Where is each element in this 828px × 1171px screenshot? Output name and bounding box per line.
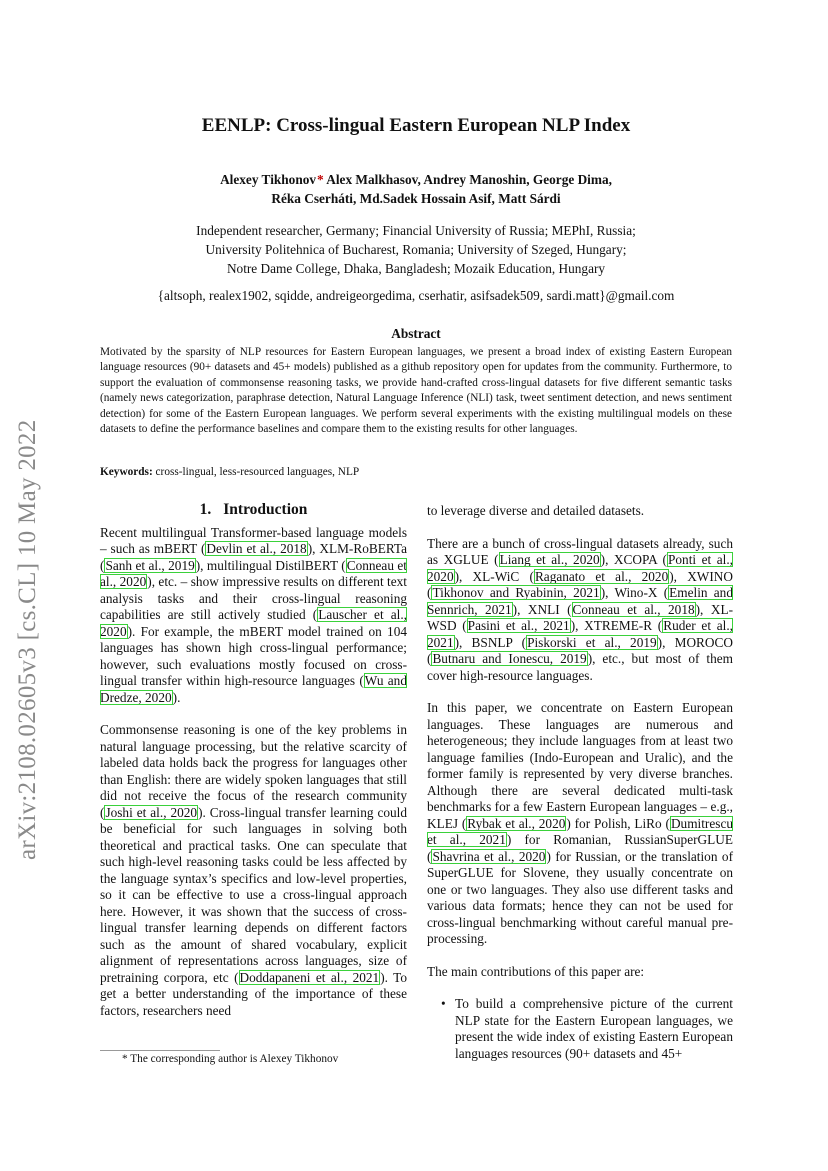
citation-link[interactable]: Butnaru and Ionescu, 2019 bbox=[432, 651, 587, 666]
citation-link[interactable]: Doddapaneni et al., 2021 bbox=[239, 969, 380, 985]
citation-link[interactable]: Conneau et al., 2018 bbox=[572, 601, 695, 617]
corresponding-author-mark: * bbox=[317, 172, 324, 187]
footnote: * The corresponding author is Alexey Tikhonov bbox=[122, 1053, 339, 1065]
section-title: Introduction bbox=[223, 501, 308, 518]
citation-link[interactable]: Dumitrescu et al., 2021 bbox=[427, 815, 733, 847]
affiliation-line: Notre Dame College, Dhaka, Bangladesh; Mozaik Education, Hungary bbox=[226, 261, 606, 276]
footnote-divider bbox=[100, 1050, 220, 1051]
citation-link[interactable]: Ponti et al., 2020 bbox=[427, 552, 733, 584]
citation-link[interactable]: Joshi et al., 2020 bbox=[105, 804, 198, 820]
section-number: 1. bbox=[199, 501, 212, 518]
citation-link[interactable]: Wu and Dredze, 2020 bbox=[100, 673, 407, 705]
citation-link[interactable]: Piskorski et al., 2019 bbox=[527, 634, 657, 650]
citation-link[interactable]: Tikhonov and Ryabinin, 2021 bbox=[432, 585, 600, 600]
citation-link[interactable]: Pasini et al., 2021 bbox=[467, 618, 570, 633]
citation-link[interactable]: Raganato et al., 2020 bbox=[534, 568, 669, 584]
list-item-text: To build a comprehensive picture of the current NLP state for the Eastern European languages, we present the wide index of existing Eastern European languages resources (90+ datasets and 45+ bbox=[455, 996, 733, 1061]
paragraph: Commonsense reasoning is one of the key problems in natural language processing, but the relative scarcity of labeled data holds back the progress for languages other than English: there are widely spoken languages that still did not receive the focus of the research community (Joshi et al., 2020). Cross-lingual transfer learning could be beneficial for such languages in solving both theoretical and practical tasks. One can speculate that such high-level reasoning tasks could be less affected by the language syntax’s specifics and low-level properties, so it can be effective to use a cross-lingual approach here. However, it was shown that the success of cross-lingual transfer learning depends on different factors such as the amount of shared vocabulary, explicit alignment of representations across languages, size of pretraining corpora, etc (Doddapaneni et al., 2021). To get a better understanding of the importance of these factors, researchers need bbox=[100, 722, 408, 1018]
paragraph: In this paper, we concentrate on Eastern European languages. These languages are numerous and heterogeneous; they include languages from at least two language families (Indo-European and Uralic), and the former family is represented by very diverse branches. Although there are several dedicated multi-task benchmarks for a few Eastern European languages – e.g., KLEJ (Rybak et al., 2020) for Polish, LiRo (Dumitrescu et al., 2021) for Romanian, RussianSuperGLUE (Shavrina et al., 2020) for Russian, or the translation of SuperGLUE for Slovene, they usually concentrate on one or two languages. They also use different tasks and various data formats; hence they can not be used for cross-lingual benchmarking without careful manual pre-processing. bbox=[427, 700, 733, 946]
paragraph: Recent multilingual Transformer-based language models – such as mBERT (Devlin et al., 2018), XLM-RoBERTa (Sanh et al., 2019), multilingual DistilBERT (Conneau et al., 2020), etc. – show impressive results on different text analysis tasks and their cross-lingual reasoning capabilities are still actively studied (Lauscher et al., 2020). For example, the mBERT model trained on 104 languages has shown high cross-lingual performance; however, such evaluations mostly focused on cross-lingual transfer within high-resource languages (Wu and Dredze, 2020). bbox=[100, 524, 408, 705]
affiliations bbox=[100, 221, 732, 278]
list-item bbox=[427, 996, 733, 1062]
affiliation-line: University Politehnica of Bucharest, Romania; University of Szeged, Hungary; bbox=[205, 242, 627, 257]
arxiv-identifier: arXiv:2108.02605v3 [cs.CL] 10 May 2022 bbox=[14, 419, 41, 861]
citation-link[interactable]: Lauscher et al., 2020 bbox=[100, 607, 408, 639]
paragraph: There are a bunch of cross-lingual datasets already, such as XGLUE (Liang et al., 2020), XCOPA (Ponti et al., 2020), XL-WiC (Raganato et al., 2020), XWINO (Tikhonov and Ryabinin, 2021), Wino-X (Emelin and Sennrich, 2021), XNLI (Conneau et al., 2018), XL-WSD (Pasini et al., 2021), XTREME-R (Ruder et al., 2021), BSNLP (Piskorski et al., 2019), MOROCO (Butnaru and Ionescu, 2019), etc., but most of them cover high-resource languages. bbox=[427, 535, 733, 683]
left-column bbox=[100, 502, 407, 1035]
citation-link[interactable]: Sanh et al., 2019 bbox=[105, 557, 195, 573]
keywords-label: Keywords: bbox=[100, 466, 153, 478]
author-emails: {altsoph, realex1902, sqidde, andreigeorgedima, cserhatir, asifsadek509, sardi.matt}@gmail.com bbox=[157, 288, 675, 303]
abstract-body: Motivated by the sparsity of NLP resources for Eastern European languages, we present a broad index of existing Eastern European language resources (90+ datasets and 45+ models) published as a github repository open for updates from the community. Furthermore, to support the evaluation of commonsense reasoning tasks, we provide hand-crafted cross-lingual datasets for five different semantic tasks (namely news categorization, paraphrase detection, Natural Language Inference (NLI) task, tweet sentiment detection, and news sentiment detection) for some of the Eastern European languages. We perform several experiments with the existing multilingual models on these datasets to define the performance baselines and compare them to the existing results for other languages. bbox=[100, 346, 732, 436]
citation-link[interactable]: Ruder et al., 2021 bbox=[427, 618, 733, 650]
citation-link[interactable]: Emelin and Sennrich, 2021 bbox=[427, 585, 733, 617]
abstract-heading: Abstract bbox=[391, 326, 441, 341]
author-line-1 bbox=[100, 170, 732, 189]
keywords-text: cross-lingual, less-resourced languages, NLP bbox=[152, 466, 360, 478]
citation-link[interactable]: Devlin et al., 2018 bbox=[206, 541, 307, 556]
paragraph: The main contributions of this paper are: bbox=[427, 963, 645, 979]
corresponding-author: Alexey Tikhonov bbox=[220, 172, 317, 187]
affiliation-line: Independent researcher, Germany; Financial University of Russia; MEPhI, Russia; bbox=[196, 223, 636, 238]
author-line-2: Réka Cserháti, Md.Sadek Hossain Asif, Matt Sárdi bbox=[271, 191, 561, 206]
section-heading bbox=[100, 502, 407, 519]
paper-title: EENLP: Cross-lingual Eastern European NLP Index bbox=[201, 115, 631, 136]
bullet-icon: • bbox=[441, 996, 446, 1011]
citation-link[interactable]: Liang et al., 2020 bbox=[499, 552, 600, 567]
citation-link[interactable]: Conneau et al., 2020 bbox=[100, 557, 408, 589]
contributions-list bbox=[427, 996, 733, 1062]
keywords bbox=[100, 466, 732, 478]
citation-link[interactable]: Rybak et al., 2020 bbox=[467, 815, 566, 831]
right-column bbox=[427, 503, 733, 1062]
author-line-1-rest: Alex Malkhasov, Andrey Manoshin, George Dima, bbox=[323, 172, 612, 187]
citation-link[interactable]: Shavrina et al., 2020 bbox=[432, 848, 546, 864]
author-list bbox=[100, 170, 732, 208]
paragraph: to leverage diverse and detailed datasets. bbox=[427, 503, 645, 518]
